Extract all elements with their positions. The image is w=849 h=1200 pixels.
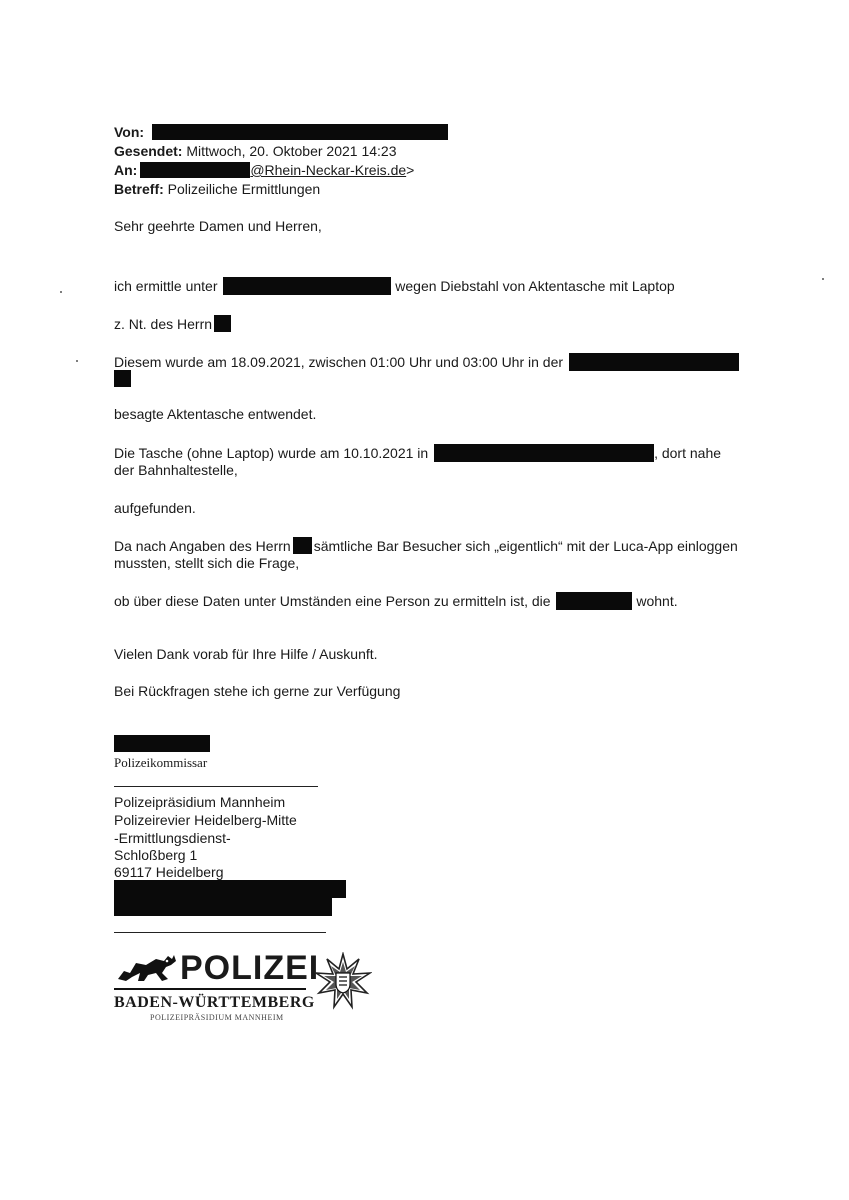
- scan-speck: [60, 291, 62, 293]
- p3-text-a: Diesem wurde am 18.09.2021, zwischen 01:00 Uhr und 03:00 Uhr in der: [114, 354, 564, 370]
- to-row: [114, 162, 414, 179]
- p7-text-a: Da nach Angaben des Herrn: [114, 538, 291, 554]
- paragraph-2: [114, 315, 231, 333]
- paragraph-1: [114, 277, 675, 295]
- p1-text-b: wegen Diebstahl von Aktentasche mit Laptop: [395, 278, 675, 294]
- from-label: Von:: [114, 124, 145, 140]
- p2-text: z. Nt. des Herrn: [114, 316, 213, 332]
- sent-label: Gesendet:: [114, 143, 183, 159]
- redaction: [556, 592, 632, 610]
- p5-text-a: Die Tasche (ohne Laptop) wurde am 10.10.2021 in: [114, 445, 429, 461]
- org-line-2: Polizeirevier Heidelberg-Mitte: [114, 812, 297, 828]
- redaction: [223, 277, 391, 295]
- paragraph-5-cont: der Bahnhaltestelle,: [114, 462, 238, 478]
- p8-text-b: wohnt.: [636, 593, 678, 609]
- street-address: Schloßberg 1: [114, 847, 198, 863]
- redaction: [114, 370, 131, 387]
- contact-redaction: [114, 880, 346, 898]
- redaction: [434, 444, 654, 462]
- logo-rule: [114, 988, 306, 990]
- p1-text-a: ich ermittle unter: [114, 278, 218, 294]
- logo-state: BADEN-WÜRTTEMBERG: [114, 994, 315, 1011]
- to-label: An:: [114, 162, 138, 178]
- p7-text-b: sämtliche Bar Besucher sich „eigentlich“ mit der Luca-App einloggen: [313, 538, 738, 554]
- paragraph-9: Vielen Dank vorab für Ihre Hilfe / Auskunft.: [114, 646, 378, 662]
- paragraph-8: [114, 592, 678, 610]
- contact-redaction: [114, 898, 332, 916]
- from-row: [114, 124, 448, 141]
- to-email-link[interactable]: @Rhein-Neckar-Kreis.de: [250, 162, 407, 178]
- to-close: >: [406, 162, 415, 178]
- sent-row: [114, 143, 396, 160]
- paragraph-4: besagte Aktentasche entwendet.: [114, 406, 317, 422]
- paragraph-6: aufgefunden.: [114, 500, 196, 516]
- paragraph-5: [114, 444, 721, 462]
- subject-row: [114, 181, 320, 198]
- paragraph-7: [114, 537, 738, 555]
- city-address: 69117 Heidelberg: [114, 864, 224, 880]
- redaction: [140, 162, 250, 178]
- subject-label: Betreff:: [114, 181, 164, 197]
- contact-divider: [114, 932, 326, 933]
- scan-speck: [76, 360, 78, 362]
- org-line-1: Polizeipräsidium Mannheim: [114, 794, 286, 810]
- redaction: [569, 353, 739, 371]
- police-star-icon: [314, 952, 372, 1010]
- paragraph-3: [114, 353, 739, 371]
- redaction: [293, 537, 312, 554]
- logo-subtitle: POLIZEIPRÄSIDIUM MANNHEIM: [150, 1013, 284, 1022]
- paragraph-10: Bei Rückfragen stehe ich gerne zur Verfügung: [114, 683, 401, 699]
- logo-wordmark: POLIZEI: [180, 949, 320, 987]
- subject-value: Polizeiliche Ermittlungen: [167, 181, 321, 197]
- p8-text-a: ob über diese Daten unter Umständen eine Person zu ermitteln ist, die: [114, 593, 551, 609]
- redaction: [152, 124, 448, 140]
- scan-speck: [822, 278, 824, 280]
- p5-text-b: , dort nahe: [654, 445, 722, 461]
- signature-name-redaction: [114, 735, 210, 752]
- sent-value: Mittwoch, 20. Oktober 2021 14:23: [186, 143, 397, 159]
- greeting: Sehr geehrte Damen und Herren,: [114, 218, 322, 234]
- paragraph-7-cont: mussten, stellt sich die Frage,: [114, 555, 300, 571]
- signature-title: Polizeikommissar: [114, 755, 208, 770]
- lion-icon: [116, 953, 178, 983]
- department: -Ermittlungsdienst-: [114, 830, 231, 846]
- signature-divider: [114, 786, 318, 787]
- redaction: [214, 315, 231, 332]
